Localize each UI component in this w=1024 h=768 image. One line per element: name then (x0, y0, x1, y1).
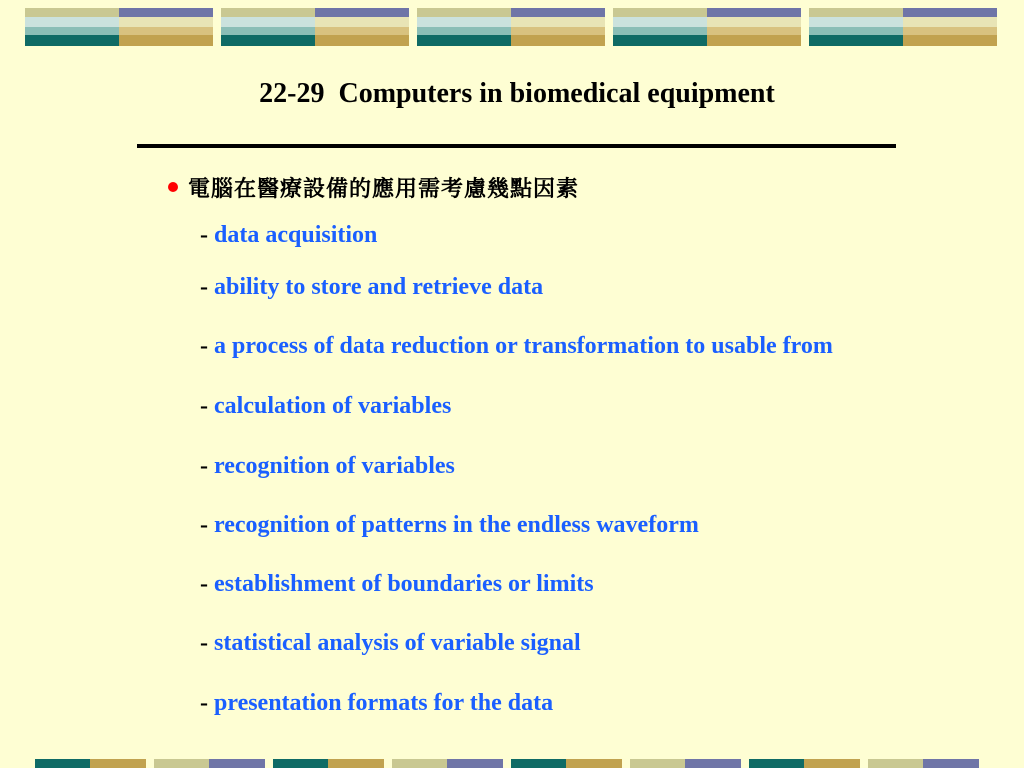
list-item (200, 222, 377, 249)
list-item (200, 512, 699, 539)
item-text: establishment of boundaries or limits (214, 571, 594, 597)
item-dash: - (200, 571, 214, 597)
slide-title: 22-29 Computers in biomedical equipment (259, 78, 775, 109)
item-text: presentation formats for the data (214, 690, 554, 716)
decoration-block (25, 8, 213, 46)
item-text: calculation of variables (214, 393, 452, 419)
item-text: recognition of variables (214, 453, 455, 479)
item-text: data acquisition (214, 222, 378, 248)
item-dash: - (200, 512, 214, 538)
list-item (200, 274, 543, 301)
list-item (200, 393, 451, 420)
list-item (200, 571, 594, 598)
item-text: a process of data reduction or transformation to usable from (214, 333, 833, 359)
item-text: statistical analysis of variable signal (214, 630, 581, 656)
item-text: ability to store and retrieve data (214, 274, 544, 300)
item-dash: - (200, 393, 214, 419)
list-item (200, 630, 581, 657)
bullet-text: 電腦在醫療設備的應用需考慮幾點因素 (188, 176, 580, 202)
decoration-block (221, 8, 409, 46)
item-text: recognition of patterns in the endless waveform (214, 512, 699, 538)
item-dash: - (200, 274, 214, 300)
decoration-block (417, 8, 605, 46)
item-dash: - (200, 453, 214, 479)
list-item (200, 690, 553, 717)
item-dash: - (200, 333, 214, 359)
bottom-decoration-bar (0, 759, 1024, 768)
top-decoration-bar (0, 0, 1024, 52)
decoration-block (613, 8, 801, 46)
bullet-dot-icon (168, 182, 178, 192)
title-underline (137, 144, 896, 148)
list-item (200, 453, 455, 480)
decoration-block (809, 8, 997, 46)
main-bullet (168, 172, 579, 203)
item-dash: - (200, 630, 214, 656)
item-dash: - (200, 690, 214, 716)
list-item (200, 333, 833, 360)
item-dash: - (200, 222, 214, 248)
